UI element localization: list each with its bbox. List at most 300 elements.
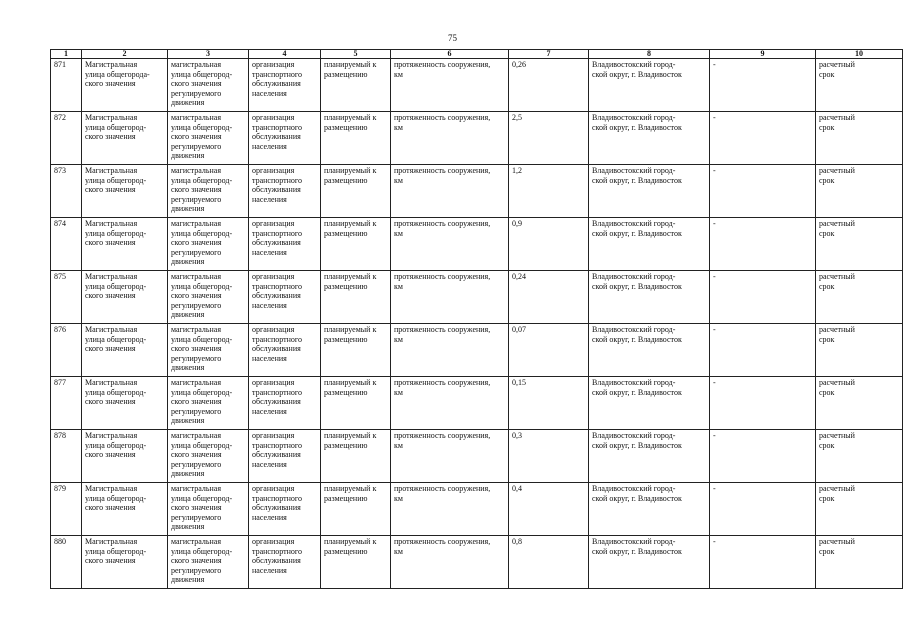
cell-text-line: размещению — [324, 122, 368, 132]
cell-text-line: протяженность сооружения, — [394, 537, 491, 546]
object-name-cell — [82, 112, 168, 165]
object-status-cell — [321, 271, 391, 324]
cell-text-line: ской округ, г. Владивосток — [592, 175, 682, 185]
cell-text-line: населения — [252, 565, 287, 575]
cell-text-line: ского значения — [171, 291, 222, 301]
location-cell — [589, 483, 710, 536]
term-cell — [816, 59, 903, 112]
cell-text-line: протяженность сооружения, — [394, 325, 491, 334]
row-number-cell: 877 — [51, 377, 82, 430]
cell-text-line: ской округ, г. Владивосток — [592, 334, 682, 344]
cell-text-line: транспортного — [252, 175, 303, 185]
cell-text-line: ского значения — [85, 291, 136, 301]
cell-text-line: ского значения — [85, 450, 136, 460]
column-header: 10 — [816, 50, 903, 59]
cell-text-line: населения — [252, 247, 287, 257]
cell-text-line: срок — [819, 69, 835, 79]
cell-text-line: улица общегород- — [171, 122, 233, 132]
cell-text-line: размещению — [324, 281, 368, 291]
location-cell — [589, 59, 710, 112]
object-name-cell — [82, 218, 168, 271]
cell-text-line: ского значения — [85, 132, 136, 142]
cell-text-line: улица общегород- — [85, 122, 147, 132]
term-cell — [816, 271, 903, 324]
cell-text-line: расчетный — [819, 484, 855, 493]
zone-cell: - — [710, 536, 816, 589]
object-purpose-cell — [249, 165, 321, 218]
location-cell — [589, 271, 710, 324]
parameter-value-cell: 0,9 — [509, 218, 589, 271]
cell-text-line: размещению — [324, 387, 368, 397]
cell-text-line: км — [394, 387, 403, 397]
cell-text-line: Владивостокский город- — [592, 537, 676, 546]
cell-text-line: планируемый к — [324, 60, 377, 69]
object-purpose-cell — [249, 377, 321, 430]
column-header: 1 — [51, 50, 82, 59]
parameter-cell — [391, 59, 509, 112]
cell-text-line: движения — [171, 257, 205, 267]
object-name-cell — [82, 483, 168, 536]
cell-text-line: Магистральная — [85, 537, 138, 546]
object-name-cell — [82, 430, 168, 483]
cell-text-line: ской округ, г. Владивосток — [592, 493, 682, 503]
cell-text-line: Владивостокский город- — [592, 484, 676, 493]
column-header: 3 — [168, 50, 249, 59]
table-row — [51, 483, 903, 536]
cell-text-line: ского значения — [171, 185, 222, 195]
cell-text-line: улица общегород- — [171, 493, 233, 503]
cell-text-line: планируемый к — [324, 537, 377, 546]
page-number: 75 — [448, 33, 457, 43]
row-number-cell: 871 — [51, 59, 82, 112]
row-number-cell: 880 — [51, 536, 82, 589]
table-row — [51, 536, 903, 589]
cell-text-line: км — [394, 175, 403, 185]
cell-text-line: регулируемого — [171, 247, 222, 257]
cell-text-line: размещению — [324, 175, 368, 185]
cell-text-line: обслуживания — [252, 397, 301, 407]
cell-text-line: улица общегород- — [171, 175, 233, 185]
cell-text-line: км — [394, 440, 403, 450]
cell-text-line: магистральная — [171, 272, 222, 281]
cell-text-line: расчетный — [819, 60, 855, 69]
table-header-row — [51, 50, 903, 59]
cell-text-line: транспортного — [252, 228, 303, 238]
table-row — [51, 377, 903, 430]
zone-cell: - — [710, 483, 816, 536]
cell-text-line: Владивостокский город- — [592, 219, 676, 228]
object-status-cell — [321, 112, 391, 165]
row-number-cell: 874 — [51, 218, 82, 271]
cell-text-line: размещению — [324, 334, 368, 344]
location-cell — [589, 377, 710, 430]
cell-text-line: расчетный — [819, 431, 855, 440]
object-type-cell — [168, 218, 249, 271]
cell-text-line: обслуживания — [252, 79, 301, 89]
cell-text-line: организация — [252, 219, 295, 228]
cell-text-line: населения — [252, 406, 287, 416]
row-number-cell: 872 — [51, 112, 82, 165]
cell-text-line: регулируемого — [171, 565, 222, 575]
cell-text-line: движения — [171, 363, 205, 373]
cell-text-line: магистральная — [171, 325, 222, 334]
cell-text-line: улица общегород- — [85, 440, 147, 450]
cell-text-line: Магистральная — [85, 484, 138, 493]
cell-text-line: организация — [252, 325, 295, 334]
parameter-value-cell: 0,3 — [509, 430, 589, 483]
cell-text-line: ского значения — [85, 344, 136, 354]
cell-text-line: организация — [252, 431, 295, 440]
object-purpose-cell — [249, 430, 321, 483]
cell-text-line: протяженность сооружения, — [394, 431, 491, 440]
column-header: 2 — [82, 50, 168, 59]
cell-text-line: ского значения — [171, 397, 222, 407]
cell-text-line: Магистральная — [85, 325, 138, 334]
cell-text-line: организация — [252, 60, 295, 69]
cell-text-line: регулируемого — [171, 88, 222, 98]
parameter-cell — [391, 165, 509, 218]
location-cell — [589, 536, 710, 589]
cell-text-line: срок — [819, 334, 835, 344]
cell-text-line: расчетный — [819, 325, 855, 334]
cell-text-line: протяженность сооружения, — [394, 113, 491, 122]
cell-text-line: улица общегород- — [171, 228, 233, 238]
cell-text-line: обслуживания — [252, 185, 301, 195]
row-number-cell: 879 — [51, 483, 82, 536]
cell-text-line: транспортного — [252, 546, 303, 556]
cell-text-line: ского значения — [85, 503, 136, 513]
cell-text-line: срок — [819, 493, 835, 503]
cell-text-line: организация — [252, 378, 295, 387]
term-cell — [816, 324, 903, 377]
cell-text-line: Магистральная — [85, 166, 138, 175]
zone-cell: - — [710, 112, 816, 165]
cell-text-line: улица общегород- — [85, 387, 147, 397]
cell-text-line: населения — [252, 459, 287, 469]
column-header: 6 — [391, 50, 509, 59]
cell-text-line: населения — [252, 141, 287, 151]
table-body — [51, 50, 903, 589]
object-purpose-cell — [249, 483, 321, 536]
cell-text-line: транспортного — [252, 281, 303, 291]
parameter-cell — [391, 218, 509, 271]
parameter-value-cell: 0,24 — [509, 271, 589, 324]
parameter-value-cell: 0,15 — [509, 377, 589, 430]
cell-text-line: магистральная — [171, 378, 222, 387]
cell-text-line: магистральная — [171, 60, 222, 69]
zone-cell: - — [710, 218, 816, 271]
location-cell — [589, 218, 710, 271]
parameter-cell — [391, 430, 509, 483]
object-name-cell — [82, 324, 168, 377]
cell-text-line: Владивостокский город- — [592, 113, 676, 122]
row-number-cell: 876 — [51, 324, 82, 377]
object-purpose-cell — [249, 536, 321, 589]
zone-cell: - — [710, 324, 816, 377]
cell-text-line: Магистральная — [85, 113, 138, 122]
cell-text-line: улица общегород- — [85, 546, 147, 556]
cell-text-line: населения — [252, 300, 287, 310]
cell-text-line: регулируемого — [171, 194, 222, 204]
cell-text-line: регулируемого — [171, 459, 222, 469]
cell-text-line: расчетный — [819, 113, 855, 122]
term-cell — [816, 218, 903, 271]
parameter-value-cell: 1,2 — [509, 165, 589, 218]
cell-text-line: протяженность сооружения, — [394, 272, 491, 281]
cell-text-line: протяженность сооружения, — [394, 219, 491, 228]
object-name-cell — [82, 377, 168, 430]
parameter-value-cell: 0,8 — [509, 536, 589, 589]
cell-text-line: ской округ, г. Владивосток — [592, 228, 682, 238]
cell-text-line: км — [394, 334, 403, 344]
object-status-cell — [321, 59, 391, 112]
cell-text-line: улица общегород- — [85, 281, 147, 291]
cell-text-line: регулируемого — [171, 300, 222, 310]
cell-text-line: улица общегород- — [171, 546, 233, 556]
table-row — [51, 430, 903, 483]
table-row — [51, 324, 903, 377]
cell-text-line: магистральная — [171, 113, 222, 122]
parameter-value-cell: 2,5 — [509, 112, 589, 165]
object-status-cell — [321, 324, 391, 377]
cell-text-line: расчетный — [819, 166, 855, 175]
zone-cell: - — [710, 59, 816, 112]
cell-text-line: улица общегород- — [85, 175, 147, 185]
cell-text-line: организация — [252, 537, 295, 546]
parameter-value-cell: 0,07 — [509, 324, 589, 377]
cell-text-line: планируемый к — [324, 272, 377, 281]
cell-text-line: протяженность сооружения, — [394, 166, 491, 175]
cell-text-line: обслуживания — [252, 450, 301, 460]
row-number-cell: 875 — [51, 271, 82, 324]
cell-text-line: размещению — [324, 69, 368, 79]
cell-text-line: ского значения — [171, 238, 222, 248]
cell-text-line: ского значения — [171, 503, 222, 513]
cell-text-line: км — [394, 493, 403, 503]
cell-text-line: ского значения — [85, 238, 136, 248]
cell-text-line: улица общегород- — [171, 281, 233, 291]
cell-text-line: планируемый к — [324, 484, 377, 493]
zone-cell: - — [710, 165, 816, 218]
column-header: 5 — [321, 50, 391, 59]
object-purpose-cell — [249, 271, 321, 324]
row-number-cell: 878 — [51, 430, 82, 483]
object-type-cell — [168, 377, 249, 430]
cell-text-line: организация — [252, 113, 295, 122]
cell-text-line: протяженность сооружения, — [394, 484, 491, 493]
cell-text-line: Владивостокский город- — [592, 325, 676, 334]
location-cell — [589, 430, 710, 483]
cell-text-line: ского значения — [171, 344, 222, 354]
parameter-cell — [391, 536, 509, 589]
cell-text-line: улица общегорода- — [85, 69, 150, 79]
cell-text-line: размещению — [324, 546, 368, 556]
cell-text-line: ского значения — [171, 132, 222, 142]
cell-text-line: обслуживания — [252, 344, 301, 354]
cell-text-line: расчетный — [819, 537, 855, 546]
cell-text-line: обслуживания — [252, 132, 301, 142]
cell-text-line: транспортного — [252, 387, 303, 397]
object-type-cell — [168, 536, 249, 589]
object-type-cell — [168, 165, 249, 218]
cell-text-line: размещению — [324, 228, 368, 238]
table-row — [51, 218, 903, 271]
cell-text-line: транспортного — [252, 122, 303, 132]
cell-text-line: ского значения — [171, 79, 222, 89]
cell-text-line: размещению — [324, 493, 368, 503]
cell-text-line: регулируемого — [171, 353, 222, 363]
cell-text-line: планируемый к — [324, 325, 377, 334]
cell-text-line: ской округ, г. Владивосток — [592, 122, 682, 132]
cell-text-line: расчетный — [819, 272, 855, 281]
cell-text-line: срок — [819, 387, 835, 397]
object-status-cell — [321, 377, 391, 430]
cell-text-line: движения — [171, 310, 205, 320]
parameter-cell — [391, 271, 509, 324]
object-status-cell — [321, 165, 391, 218]
table-row — [51, 112, 903, 165]
cell-text-line: магистральная — [171, 537, 222, 546]
term-cell — [816, 536, 903, 589]
cell-text-line: Владивостокский город- — [592, 431, 676, 440]
parameter-value-cell: 0,26 — [509, 59, 589, 112]
cell-text-line: протяженность сооружения, — [394, 378, 491, 387]
cell-text-line: населения — [252, 512, 287, 522]
cell-text-line: магистральная — [171, 219, 222, 228]
cell-text-line: улица общегород- — [171, 334, 233, 344]
parameter-cell — [391, 112, 509, 165]
cell-text-line: планируемый к — [324, 431, 377, 440]
cell-text-line: ской округ, г. Владивосток — [592, 440, 682, 450]
cell-text-line: ской округ, г. Владивосток — [592, 546, 682, 556]
object-name-cell — [82, 271, 168, 324]
object-name-cell — [82, 165, 168, 218]
cell-text-line: планируемый к — [324, 113, 377, 122]
cell-text-line: планируемый к — [324, 219, 377, 228]
cell-text-line: обслуживания — [252, 291, 301, 301]
cell-text-line: транспортного — [252, 493, 303, 503]
cell-text-line: ского значения — [171, 450, 222, 460]
cell-text-line: Магистральная — [85, 60, 138, 69]
cell-text-line: движения — [171, 469, 205, 479]
cell-text-line: км — [394, 546, 403, 556]
parameter-cell — [391, 483, 509, 536]
cell-text-line: ского значения — [85, 185, 136, 195]
cell-text-line: населения — [252, 353, 287, 363]
cell-text-line: транспортного — [252, 69, 303, 79]
term-cell — [816, 483, 903, 536]
zone-cell: - — [710, 377, 816, 430]
cell-text-line: срок — [819, 281, 835, 291]
zone-cell: - — [710, 271, 816, 324]
cell-text-line: км — [394, 69, 403, 79]
cell-text-line: расчетный — [819, 219, 855, 228]
object-name-cell — [82, 59, 168, 112]
object-purpose-cell — [249, 218, 321, 271]
cell-text-line: км — [394, 228, 403, 238]
cell-text-line: движения — [171, 575, 205, 585]
cell-text-line: протяженность сооружения, — [394, 60, 491, 69]
cell-text-line: срок — [819, 122, 835, 132]
cell-text-line: Магистральная — [85, 219, 138, 228]
cell-text-line: регулируемого — [171, 406, 222, 416]
cell-text-line: ского значения — [85, 556, 136, 566]
object-status-cell — [321, 430, 391, 483]
object-status-cell — [321, 536, 391, 589]
column-header: 9 — [710, 50, 816, 59]
cell-text-line: магистральная — [171, 484, 222, 493]
parameter-cell — [391, 377, 509, 430]
table-row — [51, 271, 903, 324]
object-name-cell — [82, 536, 168, 589]
object-status-cell — [321, 218, 391, 271]
table-row — [51, 59, 903, 112]
cell-text-line: транспортного — [252, 334, 303, 344]
cell-text-line: Владивостокский город- — [592, 272, 676, 281]
object-type-cell — [168, 59, 249, 112]
cell-text-line: движения — [171, 522, 205, 532]
object-status-cell — [321, 483, 391, 536]
parameter-cell — [391, 324, 509, 377]
cell-text-line: движения — [171, 204, 205, 214]
cell-text-line: улица общегород- — [85, 493, 147, 503]
cell-text-line: ского значения — [85, 397, 136, 407]
cell-text-line: регулируемого — [171, 512, 222, 522]
cell-text-line: ской округ, г. Владивосток — [592, 387, 682, 397]
cell-text-line: движения — [171, 98, 205, 108]
object-type-cell — [168, 483, 249, 536]
location-cell — [589, 112, 710, 165]
cell-text-line: км — [394, 281, 403, 291]
column-header: 4 — [249, 50, 321, 59]
cell-text-line: ского значения — [85, 79, 136, 89]
cell-text-line: срок — [819, 546, 835, 556]
cell-text-line: срок — [819, 228, 835, 238]
object-type-cell — [168, 324, 249, 377]
objects-table — [50, 49, 903, 589]
row-number-cell: 873 — [51, 165, 82, 218]
cell-text-line: Владивостокский город- — [592, 60, 676, 69]
cell-text-line: улица общегород- — [85, 228, 147, 238]
column-header: 7 — [509, 50, 589, 59]
term-cell — [816, 112, 903, 165]
object-type-cell — [168, 112, 249, 165]
object-type-cell — [168, 271, 249, 324]
cell-text-line: Магистральная — [85, 378, 138, 387]
cell-text-line: ского значения — [171, 556, 222, 566]
term-cell — [816, 165, 903, 218]
cell-text-line: магистральная — [171, 166, 222, 175]
cell-text-line: организация — [252, 272, 295, 281]
location-cell — [589, 165, 710, 218]
cell-text-line: Владивостокский город- — [592, 166, 676, 175]
cell-text-line: Магистральная — [85, 431, 138, 440]
cell-text-line: Магистральная — [85, 272, 138, 281]
location-cell — [589, 324, 710, 377]
cell-text-line: организация — [252, 484, 295, 493]
cell-text-line: ской округ, г. Владивосток — [592, 69, 682, 79]
cell-text-line: регулируемого — [171, 141, 222, 151]
cell-text-line: обслуживания — [252, 556, 301, 566]
cell-text-line: срок — [819, 440, 835, 450]
zone-cell: - — [710, 430, 816, 483]
column-header: 8 — [589, 50, 710, 59]
cell-text-line: движения — [171, 151, 205, 161]
cell-text-line: расчетный — [819, 378, 855, 387]
cell-text-line: организация — [252, 166, 295, 175]
term-cell — [816, 430, 903, 483]
object-type-cell — [168, 430, 249, 483]
